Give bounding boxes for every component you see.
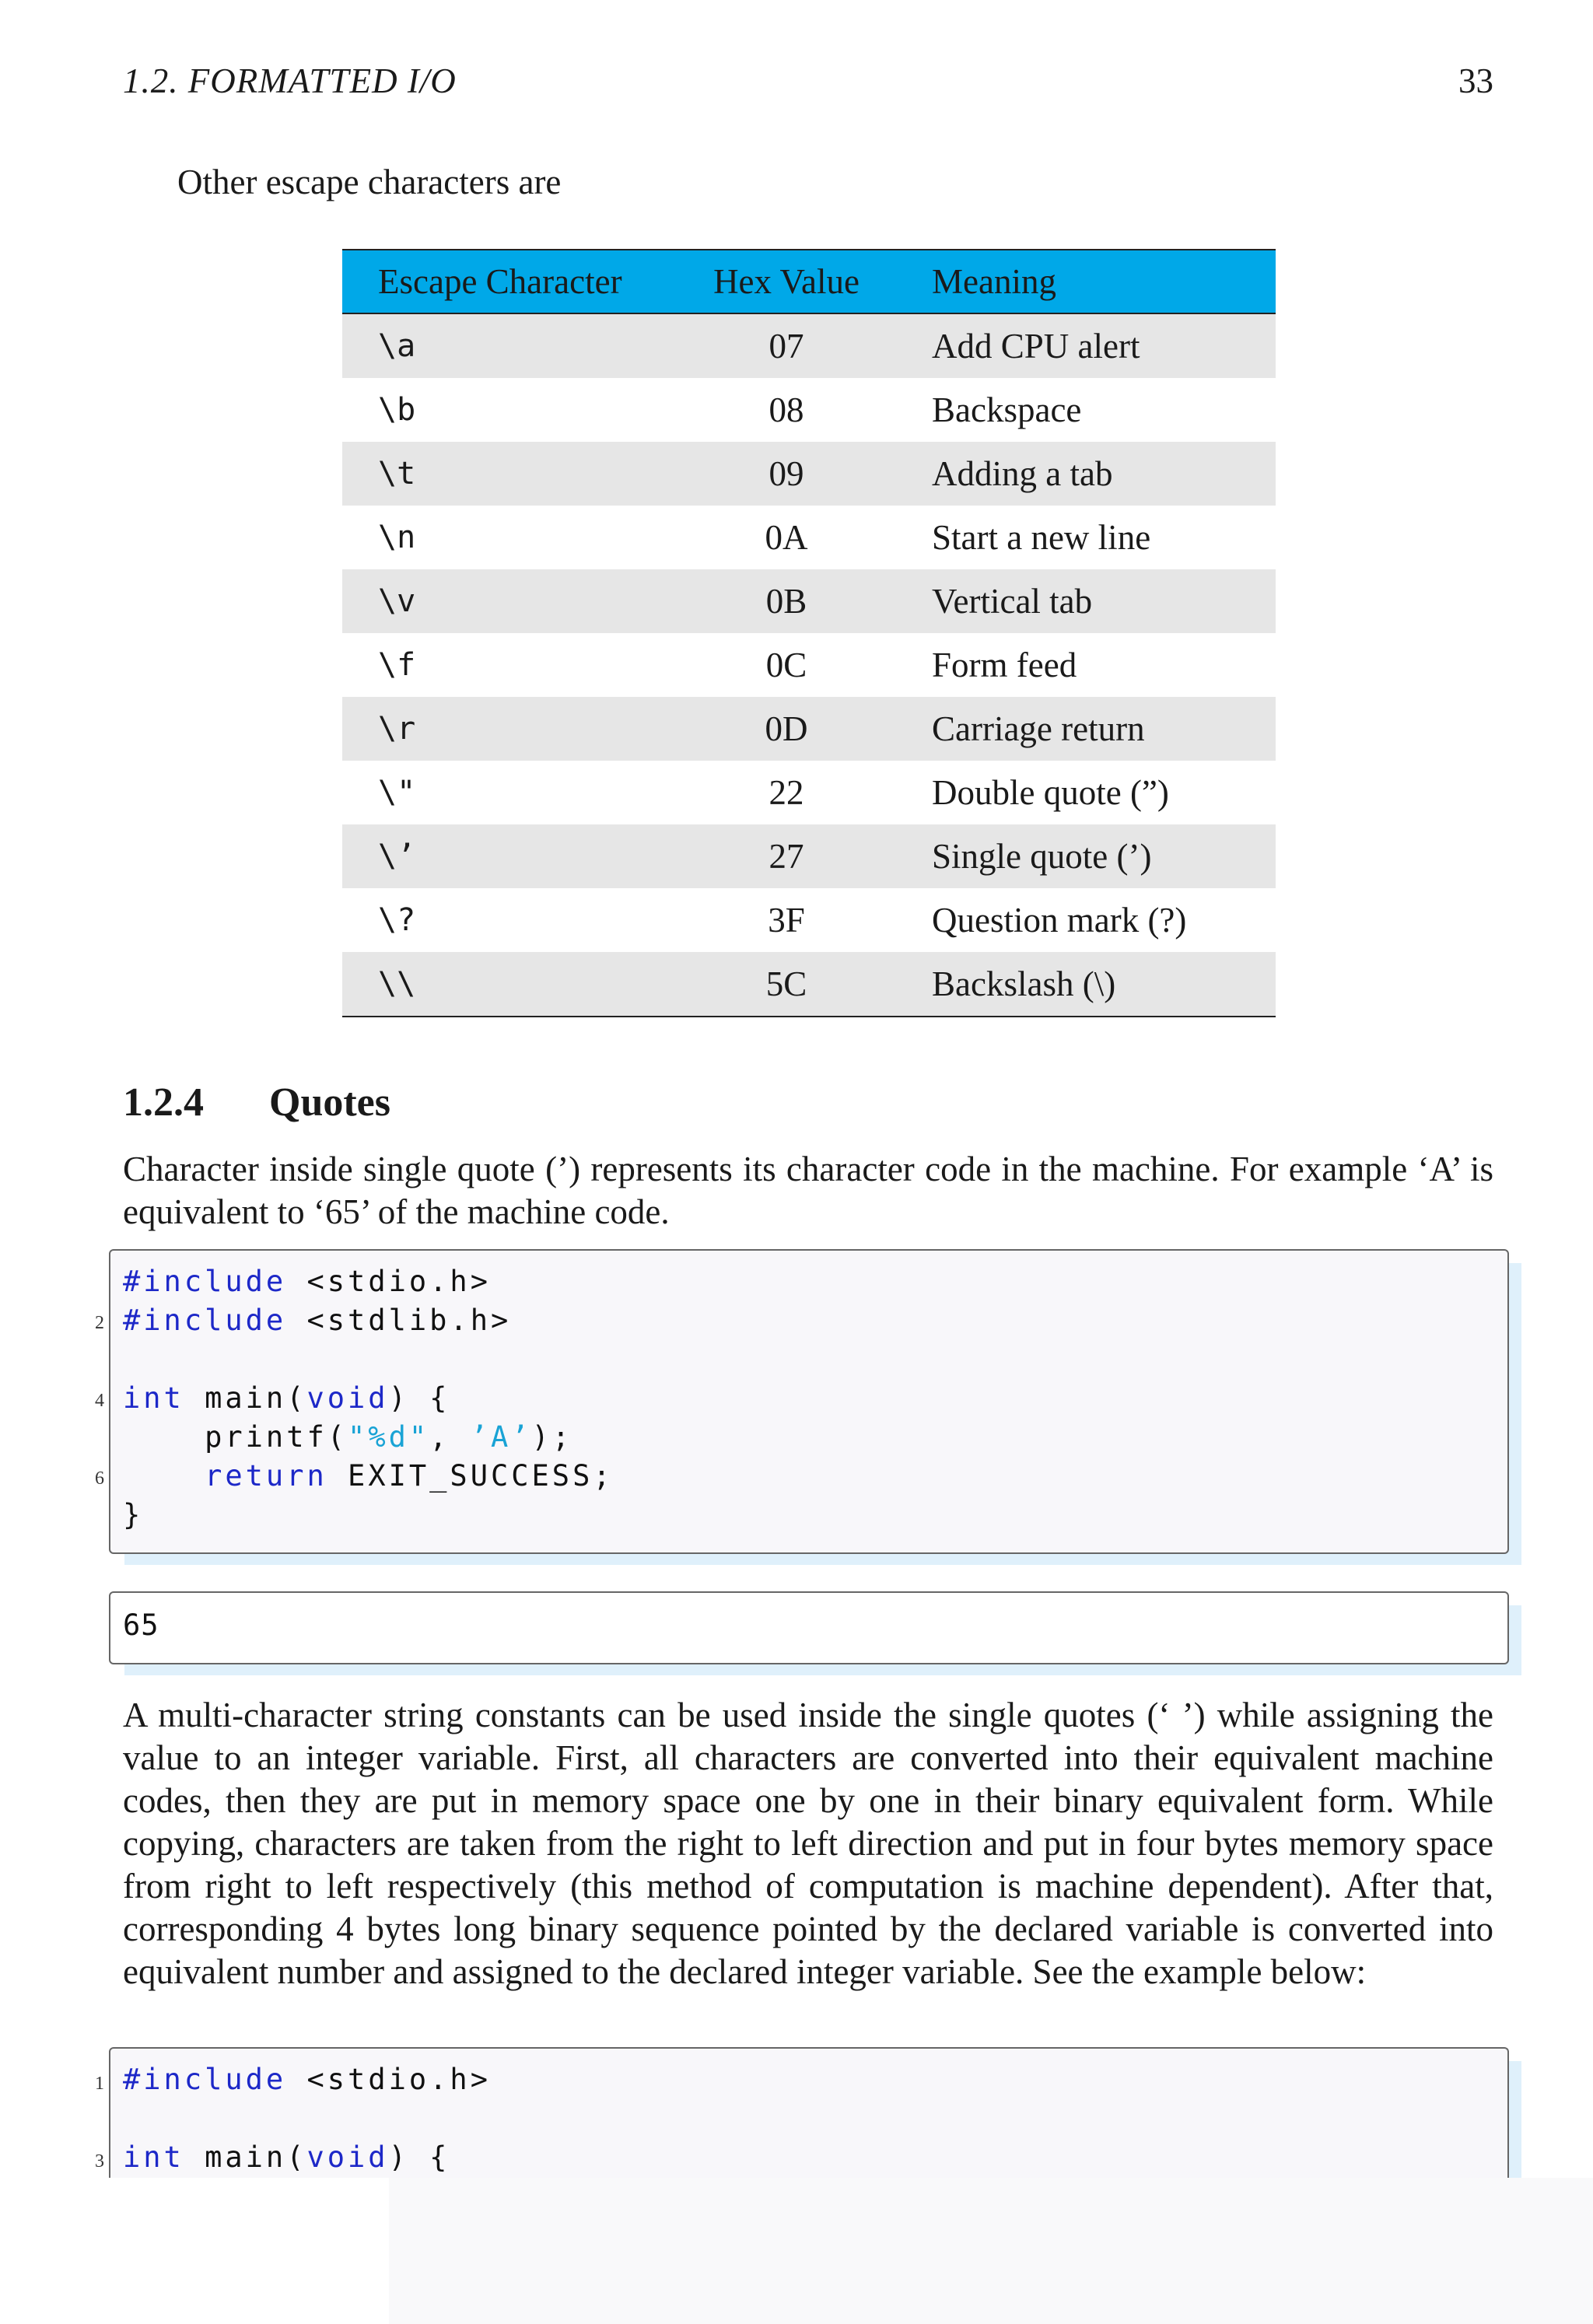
code-keyword: void [306,2140,389,2174]
table-row [342,952,1276,1017]
code-text [123,1459,205,1493]
output-box [109,1591,1509,1664]
meaning-cell: Form feed [932,646,1077,684]
meaning-cell: Single quote (’) [899,824,1276,888]
code-keyword: #include [123,2063,287,2096]
code-text: ); [531,1420,573,1454]
escape-cell: \n [378,520,416,555]
meaning-cell: Start a new line [932,518,1151,557]
page-fade [0,2178,389,2324]
code-keyword: return [205,1459,327,1493]
escape-cell: \a [342,313,674,378]
meaning-cell: Adding a tab [899,442,1276,506]
code-line [123,2063,491,2096]
hex-cell: 22 [768,773,804,812]
escape-cell: \r [342,697,674,761]
running-header: 1.2. FORMATTED I/O [123,61,457,100]
line-number: 1 [95,2074,104,2094]
code-text: main( [184,1381,307,1415]
code-string: "%d" [348,1420,430,1454]
table-row [342,697,1276,761]
escape-cell: \b [378,392,416,428]
code-line [123,1304,511,1337]
intro-text: Other escape characters are [177,163,562,201]
code-line [123,1381,450,1415]
code-line: } [123,1498,144,1531]
column-header: Escape Character [342,250,674,313]
code-keyword: void [306,1381,389,1415]
table-row [342,506,1276,569]
meaning-cell: Carriage return [899,697,1276,761]
code-text: <stdio.h> [286,1265,491,1298]
meaning-cell: Question mark (?) [932,901,1187,940]
hex-cell: 0D [674,697,899,761]
table-row [342,888,1276,952]
table-row [342,313,1276,378]
hex-cell: 07 [674,313,899,378]
table-row [342,378,1276,442]
table-row [342,569,1276,633]
table-header-row [342,250,1276,313]
line-number: 2 [95,1313,104,1333]
code-line [123,1265,491,1298]
section-number: 1.2.4 [123,1080,204,1125]
escape-cell: \v [342,569,674,633]
escape-cell: \t [342,442,674,506]
code-line [123,1459,614,1493]
page-number: 33 [1458,61,1493,100]
output-text: 65 [123,1608,159,1642]
table-row [342,761,1276,824]
line-number: 4 [95,1391,104,1411]
code-text: main( [184,2140,307,2174]
code-line [123,1420,572,1454]
hex-cell: 0A [765,518,808,557]
code-line [123,2140,450,2174]
escape-cell: \? [378,902,416,938]
code-keyword: int [123,1381,184,1415]
hex-cell: 0B [674,569,899,633]
column-header: Meaning [899,250,1276,313]
escape-cell: \f [378,647,416,683]
table-row [342,824,1276,888]
column-header: Hex Value [674,250,899,313]
meaning-cell: Vertical tab [899,569,1276,633]
meaning-cell: Double quote (”) [932,773,1169,812]
escape-table [342,249,1276,1017]
hex-cell: 09 [674,442,899,506]
paragraph: Character inside single quote (’) represents its character code in the machine. For example ‘A’ is equivalent to ‘65’ of the machine code. [123,1150,1493,1231]
code-text: ) { [388,1381,450,1415]
escape-cell: \’ [342,824,674,888]
code-text: ) { [388,2140,450,2174]
hex-cell: 5C [674,952,899,1017]
code-text: printf( [123,1420,348,1454]
code-text: <stdlib.h> [286,1304,512,1337]
code-keyword: #include [123,1304,287,1337]
code-text: , [429,1420,471,1454]
hex-cell: 27 [674,824,899,888]
escape-cell: \" [378,775,416,810]
table-row [342,442,1276,506]
hex-cell: 3F [768,901,805,940]
hex-cell: 0C [765,646,807,684]
code-text: EXIT_SUCCESS; [327,1459,614,1493]
escape-cell: \\ [342,952,674,1017]
code-text: <stdio.h> [286,2063,491,2096]
hex-cell: 08 [768,390,804,429]
line-number: 3 [95,2151,104,2172]
meaning-cell: Backspace [932,390,1082,429]
meaning-cell: Backslash (\) [899,952,1276,1017]
table-row [342,633,1276,697]
code-string: ’A’ [470,1420,532,1454]
section-title: Quotes [269,1080,390,1125]
meaning-cell: Add CPU alert [899,313,1276,378]
paragraph: A multi-character string constants can be used inside the single quotes (‘ ’) while assigning the value to an integer variable. First, all characters are converted into their equivalent machine codes, then they are put in memory space one by one in their binary equivalent form. While copying, characters are taken from the right to left direction and put in four bytes memory space from right to left respectively (this method of computation is machine dependent). After that, corresponding 4 bytes long binary sequence pointed by the declared variable is converted into equivalent number and assigned to the declared integer variable. See the example below: [123,1696,1493,1991]
code-keyword: int [123,2140,184,2174]
code-keyword: #include [123,1265,287,1298]
line-number: 6 [95,1468,104,1489]
